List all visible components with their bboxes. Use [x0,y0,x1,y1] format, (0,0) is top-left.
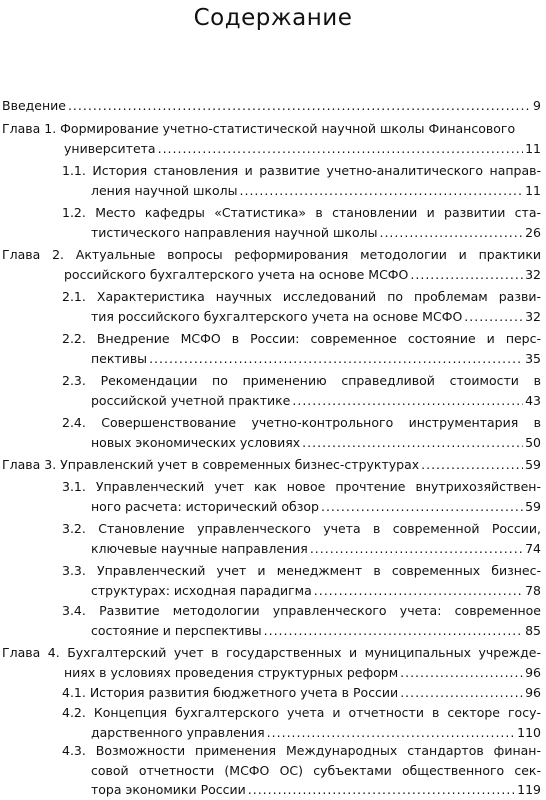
toc-entry-chapter-2[interactable] [2,245,541,284]
toc-entry-2-3[interactable] [62,371,541,410]
toc-entry-title-cont: ниях в условиях проведения структурных реформ [64,664,399,680]
toc-page-number: 11 [525,182,541,198]
toc-entry-chapter-3[interactable] [2,455,541,475]
leader-dots [400,663,523,683]
toc-entry-chapter-1[interactable] [2,119,541,158]
toc-entry-title-cont: российского бухгалтерского учета на основе МСФО [64,266,409,282]
leader-dots [321,497,523,517]
toc-entry-title-cont: ления научной школы [91,182,238,198]
toc-entry-title: 4.2. Концепция бухгалтерского учета и отчетности в секторе госу- [62,705,541,720]
toc-entry-title-cont: университета [64,140,156,156]
toc-entry-title-cont: пективы [91,350,148,366]
toc-entry-title-cont: ного расчета: исторический обзор [91,498,319,514]
toc-entry-title-cont: совой отчетности (МСФО ОС) субъектами общественного сек- [91,762,541,778]
toc-page-number: 78 [525,582,541,598]
toc-entry-title-cont: российской учетной практике [91,392,291,408]
toc-entry-title: 4.3. Возможности применения Международных стандартов финан- [62,743,541,758]
toc-entry-2-1[interactable] [62,287,541,326]
toc-entry-2-4[interactable] [62,413,541,452]
toc-entry-introduction[interactable] [2,96,541,116]
toc-page-number: 43 [525,392,541,408]
toc-entry-title: 2.2. Внедрение МСФО в России: современное состояние и перс- [62,331,541,346]
leader-dots [240,181,524,201]
toc-entry-4-1[interactable] [62,683,541,703]
toc-page-number: 74 [525,540,541,556]
toc-entry-1-2[interactable] [62,203,541,242]
toc-entry-title: Глава 3. Управленский учет в современных бизнес-структурах [2,457,420,472]
leader-dots [379,223,523,243]
toc-page-number: 11 [525,140,541,156]
leader-dots [310,539,523,559]
toc-page-number: 96 [525,685,541,700]
toc-entry-3-1[interactable] [62,477,541,516]
leader-dots [149,349,523,369]
toc-entry-3-2[interactable] [62,519,541,558]
toc-entry-title-cont: структурах: исходная парадигма [91,582,312,598]
toc-entry-title: 1.1. История становления и развитие учетно-аналитического направ- [62,163,541,178]
toc-entry-title-cont: новых экономических условиях [91,434,301,450]
toc-entry-title: Глава 4. Бухгалтерский учет в государственных и муниципальных учрежде- [2,645,541,660]
toc-page-number: 50 [525,434,541,450]
toc-entry-title-cont: ключевые научные направления [91,540,308,556]
toc-page-number: 9 [533,98,541,113]
leader-dots [410,265,523,285]
toc-entry-title-cont: тия российского бухгалтерского учета на основе МСФО [91,308,463,324]
toc-page-number: 59 [525,457,541,472]
toc-entry-title: 2.3. Рекомендации по применению справедливой стоимости в [62,373,541,388]
toc-page-number: 32 [525,308,541,324]
toc-entry-3-3[interactable] [62,561,541,600]
toc-entry-title: 3.4. Развитие методологии управленческого учета: современное [62,603,541,618]
toc-entry-title-cont: состояние и перспективы [91,622,262,638]
leader-dots [264,621,523,641]
leader-dots [248,780,515,800]
leader-dots [158,139,523,159]
toc-entry-2-2[interactable] [62,329,541,368]
toc-page-number: 110 [517,724,541,740]
toc-page-number: 26 [525,224,541,240]
toc-entry-title: 2.1. Характеристика научных исследований по проблемам разви- [62,289,541,304]
leader-dots [267,723,515,743]
toc-entry-title-cont: дарственного управления [91,724,265,740]
toc-entry-title: Глава 2. Актуальные вопросы реформирования методологии и практики [2,247,541,262]
leader-dots [68,96,531,116]
toc-page-number: 96 [525,664,541,680]
leader-dots [302,433,523,453]
toc-page-number: 32 [525,266,541,282]
toc-entry-title: 1.2. Место кафедры «Статистика» в становлении и развитии ста- [62,205,541,220]
leader-dots [292,391,523,411]
leader-dots [400,683,523,703]
toc-page-number: 85 [525,622,541,638]
toc-entry-chapter-4[interactable] [2,643,541,682]
toc-entry-title: Глава 1. Формирование учетно-статистической научной школы Финансового [2,121,516,136]
toc-entry-title: 3.3. Управленческий учет и менеджмент в современных бизнес- [62,563,541,578]
toc-entry-title: Введение [2,98,66,113]
toc-entry-title: 3.2. Становление управленческого учета в современной России, [62,521,541,536]
leader-dots [314,581,523,601]
leader-dots [464,307,523,327]
toc-page-number: 35 [525,350,541,366]
toc-entry-title: 3.1. Управленческий учет как новое прочтение внутрихозяйствен- [62,479,541,494]
toc-page-number: 119 [517,782,541,797]
toc-entry-3-4[interactable] [62,601,541,640]
toc-entry-4-3[interactable] [62,741,541,800]
toc-entry-title-cont: тистического направления научной школы [91,224,378,240]
toc-page-number: 59 [525,498,541,514]
leader-dots [421,455,523,475]
toc-entry-4-2[interactable] [62,703,541,742]
toc-entry-title: 4.1. История развития бюджетного учета в России [62,685,399,700]
toc-entry-1-1[interactable] [62,161,541,200]
page-title: Содержание [193,5,353,31]
toc-entry-title-cont: тора экономики России [91,782,246,797]
toc-entry-title: 2.4. Совершенствование учетно-контрольного инструментария в [62,415,541,430]
